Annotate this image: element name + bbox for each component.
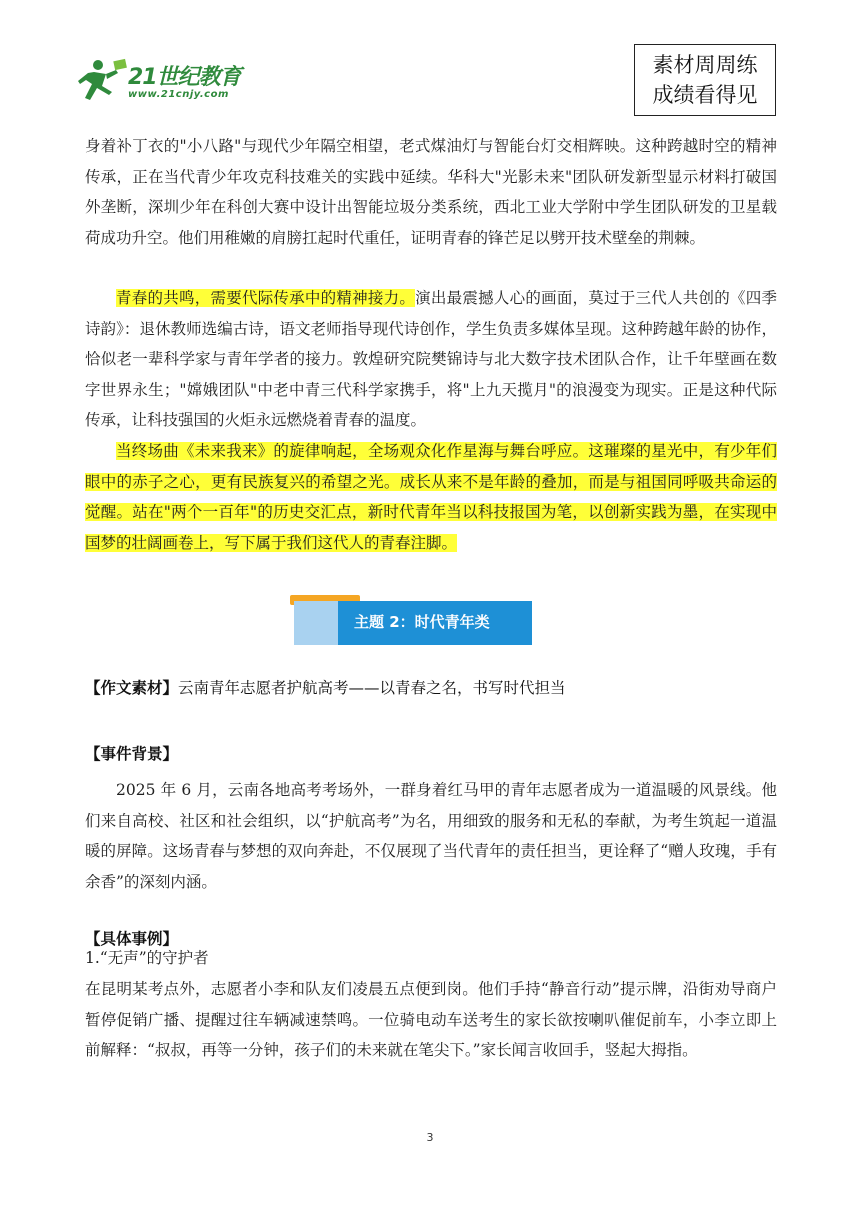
logo-url-text: www.21cnjy.com	[128, 89, 229, 100]
paragraph-2-highlight: 青春的共鸣，需要代际传承中的精神接力。	[116, 289, 416, 307]
material-title: 云南青年志愿者护航高考——以青春之名，书写时代担当	[178, 679, 566, 697]
example-1-paragraph	[85, 974, 777, 1066]
example-1-title-text: 1.“无声”的守护者	[85, 949, 209, 967]
paragraph-2	[85, 283, 777, 436]
paragraph-1-text: 身着补丁衣的"小八路"与现代少年隔空相望，老式煤油灯与智能台灯交相辉映。这种跨越时空的精神传承，正在当代青少年攻克科技难关的实践中延续。华科大"光影未来"团队研发新型显示材料打破国外垄断，深圳少年在科创大赛中设计出智能垃圾分类系统，西北工业大学附中学生团队研发的卫星载荷成功升空。他们用稚嫩的肩膀扛起时代重任，证明青春的锋芒足以劈开技术壁垒的荆棘。	[85, 137, 777, 247]
example-1-title	[85, 943, 777, 974]
example-1-text: 在昆明某考点外，志愿者小李和队友们凌晨五点便到岗。他们手持“静音行动”提示牌，沿街劝导商户暂停促销广播、提醒过往车辆减速禁鸣。一位骑电动车送考生的家长欲按喇叭催促前车，小李立即上前解释：“叔叔，再等一分钟，孩子们的未来就在笔尖下。”家长闻言收回手，竖起大拇指。	[85, 980, 777, 1059]
badge-line-2: 成绩看得见	[652, 83, 758, 107]
background-heading: 【事件背景】	[85, 745, 179, 763]
logo	[76, 58, 276, 106]
background-paragraph	[85, 775, 777, 897]
page-number: 3	[426, 1131, 434, 1144]
paragraph-3-highlight: 当终场曲《未来我来》的旋律响起，全场观众化作星海与舞台呼应。这璀璨的星光中，有少年们眼中的赤子之心，更有民族复兴的希望之光。成长从来不是年龄的叠加，而是与祖国同呼吸共命运的觉醒。站在"两个一百年"的历史交汇点，新时代青年当以科技报国为笔，以创新实践为墨，在实现中国梦的壮阔画卷上，写下属于我们这代人的青春注脚。	[85, 442, 777, 552]
section-banner	[290, 591, 532, 646]
header-badge	[634, 44, 776, 116]
banner-title: 主题 2：时代青年类	[354, 613, 490, 631]
paragraph-3	[85, 436, 777, 558]
material-heading	[85, 676, 566, 698]
runner-logo-icon	[76, 58, 128, 104]
material-label: 【作文素材】	[85, 679, 179, 697]
paragraph-2-text: 演出最震撼人心的画面，莫过于三代人共创的《四季诗韵》：退休教师选编古诗，语文老师指导现代诗创作，学生负责多媒体呈现。这种跨越年龄的协作，恰似老一辈科学家与青年学者的接力。敦煌研究院樊锦诗与北大数字技术团队合作，让千年壁画在数字世界永生；"嫦娥团队"中老中青三代科学家携手，将"上九天揽月"的浪漫变为现实。正是这种代际传承，让科技强国的火炬永远燃烧着青春的温度。	[85, 289, 777, 429]
logo-brand-text: 21世纪教育	[128, 65, 241, 90]
background-text: 2025 年 6 月，云南各地高考考场外，一群身着红马甲的青年志愿者成为一道温暖的风景线。他们来自高校、社区和社会组织，以“护航高考”为名，用细致的服务和无私的奉献，为考生筑起一道温暖的屏障。这场青春与梦想的双向奔赴，不仅展现了当代青年的责任担当，更诠释了“赠人玫瑰，手有余香”的深刻内涵。	[85, 781, 777, 891]
paragraph-1	[85, 131, 777, 253]
badge-line-1: 素材周周练	[652, 53, 758, 77]
examples-heading: 【具体事例】	[85, 930, 179, 948]
